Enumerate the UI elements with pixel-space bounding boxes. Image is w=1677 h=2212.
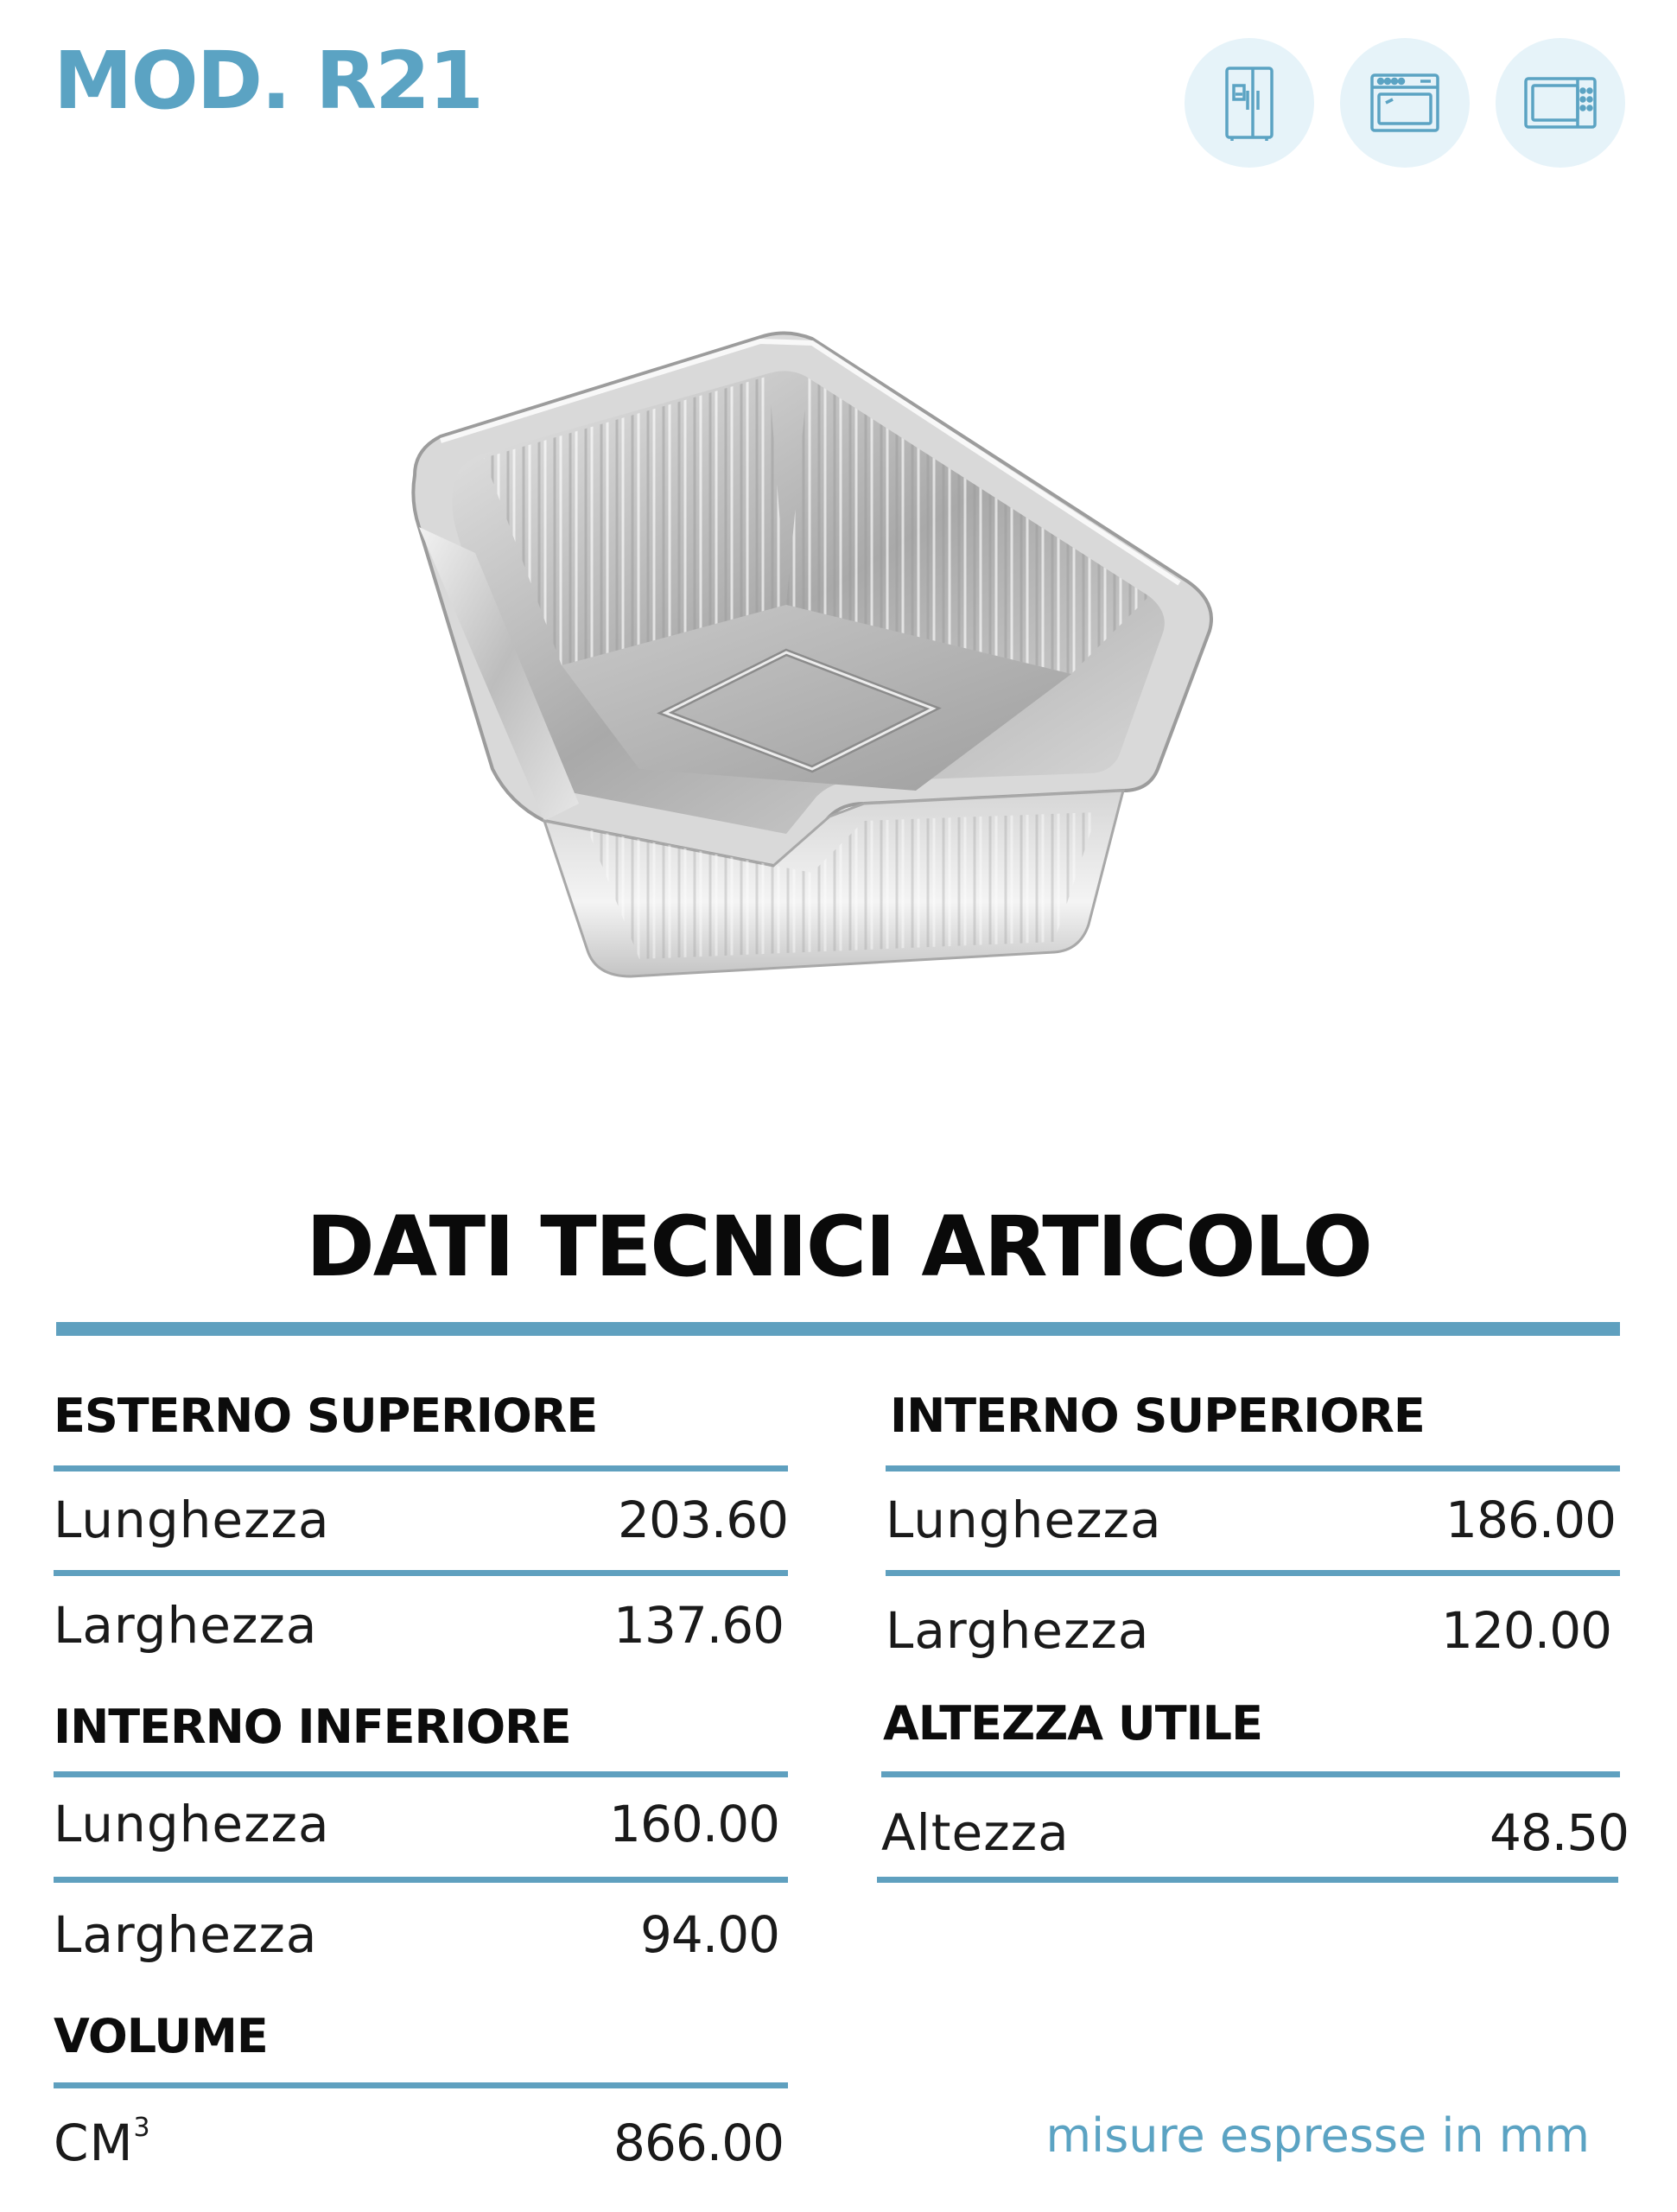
table-row: [54, 1596, 784, 1655]
oven-icon: [1340, 38, 1470, 168]
row-value: 160.00: [609, 1795, 779, 1853]
altezza-utile-heading: ALTEZZA UTILE: [883, 1696, 1262, 1751]
row-label: Larghezza: [886, 1601, 1150, 1660]
table-row: [54, 1905, 779, 1964]
divider: [54, 2082, 788, 2088]
volume-unit: $CM^3$: [54, 2113, 151, 2172]
row-label: Lunghezza: [54, 1491, 330, 1549]
divider: [886, 1465, 1620, 1471]
row-value: 137.60: [613, 1596, 784, 1655]
table-row: [54, 1491, 788, 1549]
divider: [54, 1877, 788, 1883]
fridge-icon: [1185, 38, 1314, 168]
table-row: [54, 2113, 784, 2172]
divider: [877, 1877, 1618, 1883]
row-label: Larghezza: [54, 1905, 318, 1964]
row-label: Lunghezza: [54, 1795, 330, 1853]
table-row: [54, 1795, 779, 1853]
model-title: MOD. R21: [54, 35, 482, 127]
divider: [54, 1465, 788, 1471]
table-row: [881, 1803, 1629, 1862]
microwave-icon: [1496, 38, 1625, 168]
table-row: [886, 1491, 1616, 1549]
row-label: Altezza: [881, 1803, 1070, 1862]
esterno-superiore-heading: ESTERNO SUPERIORE: [54, 1389, 598, 1443]
aluminium-tray-photo: [380, 320, 1296, 1046]
row-value: 186.00: [1445, 1491, 1616, 1549]
divider: [881, 1771, 1620, 1777]
row-value: 48.50: [1489, 1803, 1629, 1862]
row-label: Larghezza: [54, 1596, 318, 1655]
interno-superiore-heading: INTERNO SUPERIORE: [890, 1389, 1425, 1443]
section-title: DATI TECNICI ARTICOLO: [306, 1198, 1371, 1295]
row-label: Lunghezza: [886, 1491, 1162, 1549]
volume-heading: VOLUME: [54, 2009, 268, 2063]
interno-inferiore-heading: INTERNO INFERIORE: [54, 1700, 571, 1754]
row-value: 866.00: [613, 2113, 784, 2172]
row-value: 203.60: [618, 1491, 788, 1549]
divider: [886, 1570, 1620, 1576]
usage-icons: [1185, 38, 1625, 168]
table-row: [886, 1601, 1611, 1660]
section-divider: [56, 1322, 1620, 1336]
divider: [54, 1771, 788, 1777]
divider: [54, 1570, 788, 1576]
units-footnote: misure espresse in mm: [1045, 2108, 1590, 2163]
row-value: 120.00: [1441, 1601, 1611, 1660]
row-value: 94.00: [639, 1905, 779, 1964]
